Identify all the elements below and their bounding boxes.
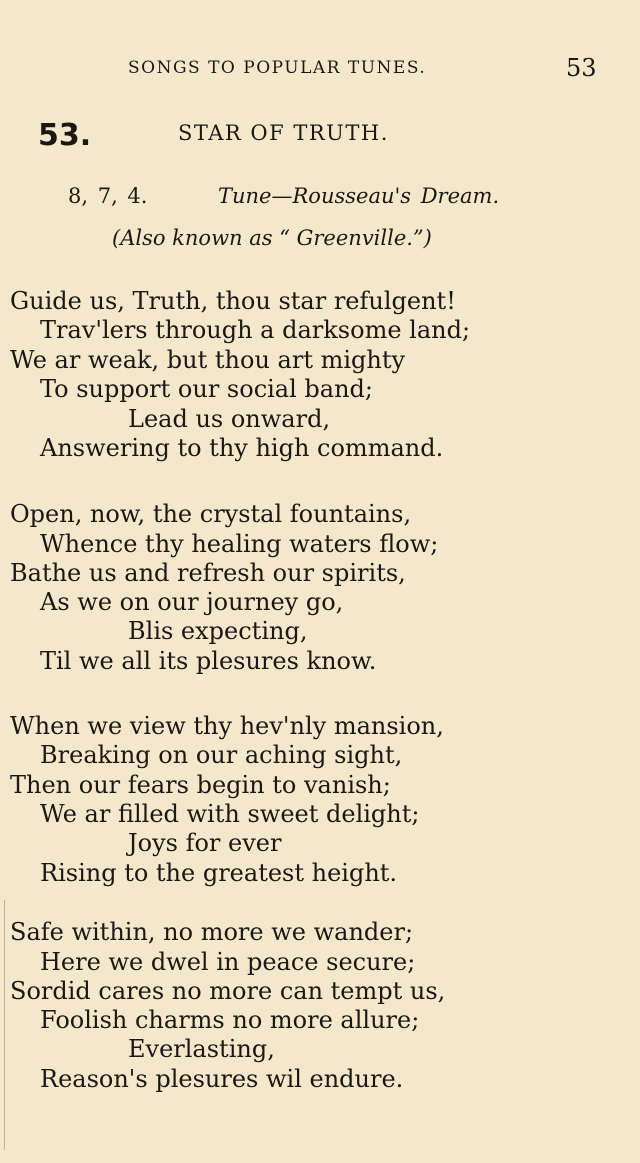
running-head: SONGS TO POPULAR TUNES.: [128, 58, 427, 78]
verse-line: When we view thy hev'nly mansion,: [10, 712, 444, 740]
verse-line: We ar weak, but thou art mighty: [10, 346, 406, 374]
verse-line: To support our social band;: [40, 375, 373, 403]
verse-line: Blis expecting,: [128, 617, 308, 645]
verse-line: Trav'lers through a darksome land;: [40, 316, 471, 344]
verse-line: Joys for ever: [128, 829, 282, 857]
verse-line: Bathe us and refresh our spirits,: [10, 559, 406, 587]
verse-line: Safe within, no more we wander;: [10, 918, 414, 946]
hymn-title: STAR OF TRUTH.: [178, 121, 389, 145]
verse-line: Breaking on our aching sight,: [40, 741, 403, 769]
verse-line: Foolish charms no more allure;: [40, 1006, 420, 1034]
verse-line: Guide us, Truth, thou star refulgent!: [10, 287, 456, 315]
gutter-shadow: [4, 900, 5, 1150]
tune-name: Tune—Rousseau's Dream.: [218, 184, 500, 208]
hymn-number: 53.: [38, 118, 92, 153]
verse-line: Sordid cares no more can tempt us,: [10, 977, 446, 1005]
verse-line: Everlasting,: [128, 1035, 275, 1063]
tune-alias: (Also known as “ Greenville.”): [112, 226, 432, 250]
verse-line: Here we dwel in peace secure;: [40, 948, 416, 976]
meter: 8, 7, 4.: [68, 184, 148, 208]
verse-line: Answering to thy high command.: [40, 434, 444, 462]
verse-line: Whence thy healing waters flow;: [40, 530, 439, 558]
page-number: 53: [566, 54, 597, 82]
verse-line: Til we all its plesures know.: [40, 647, 377, 675]
verse-line: Open, now, the crystal fountains,: [10, 500, 412, 528]
verse-line: Rising to the greatest height.: [40, 859, 398, 887]
verse-line: Lead us onward,: [128, 405, 331, 433]
verse-line: As we on our journey go,: [40, 588, 344, 616]
verse-line: Then our fears begin to vanish;: [10, 771, 391, 799]
verse-line: Reason's plesures wil endure.: [40, 1065, 404, 1093]
meter-line: [68, 184, 500, 208]
verse-line: We ar filled with sweet delight;: [40, 800, 420, 828]
